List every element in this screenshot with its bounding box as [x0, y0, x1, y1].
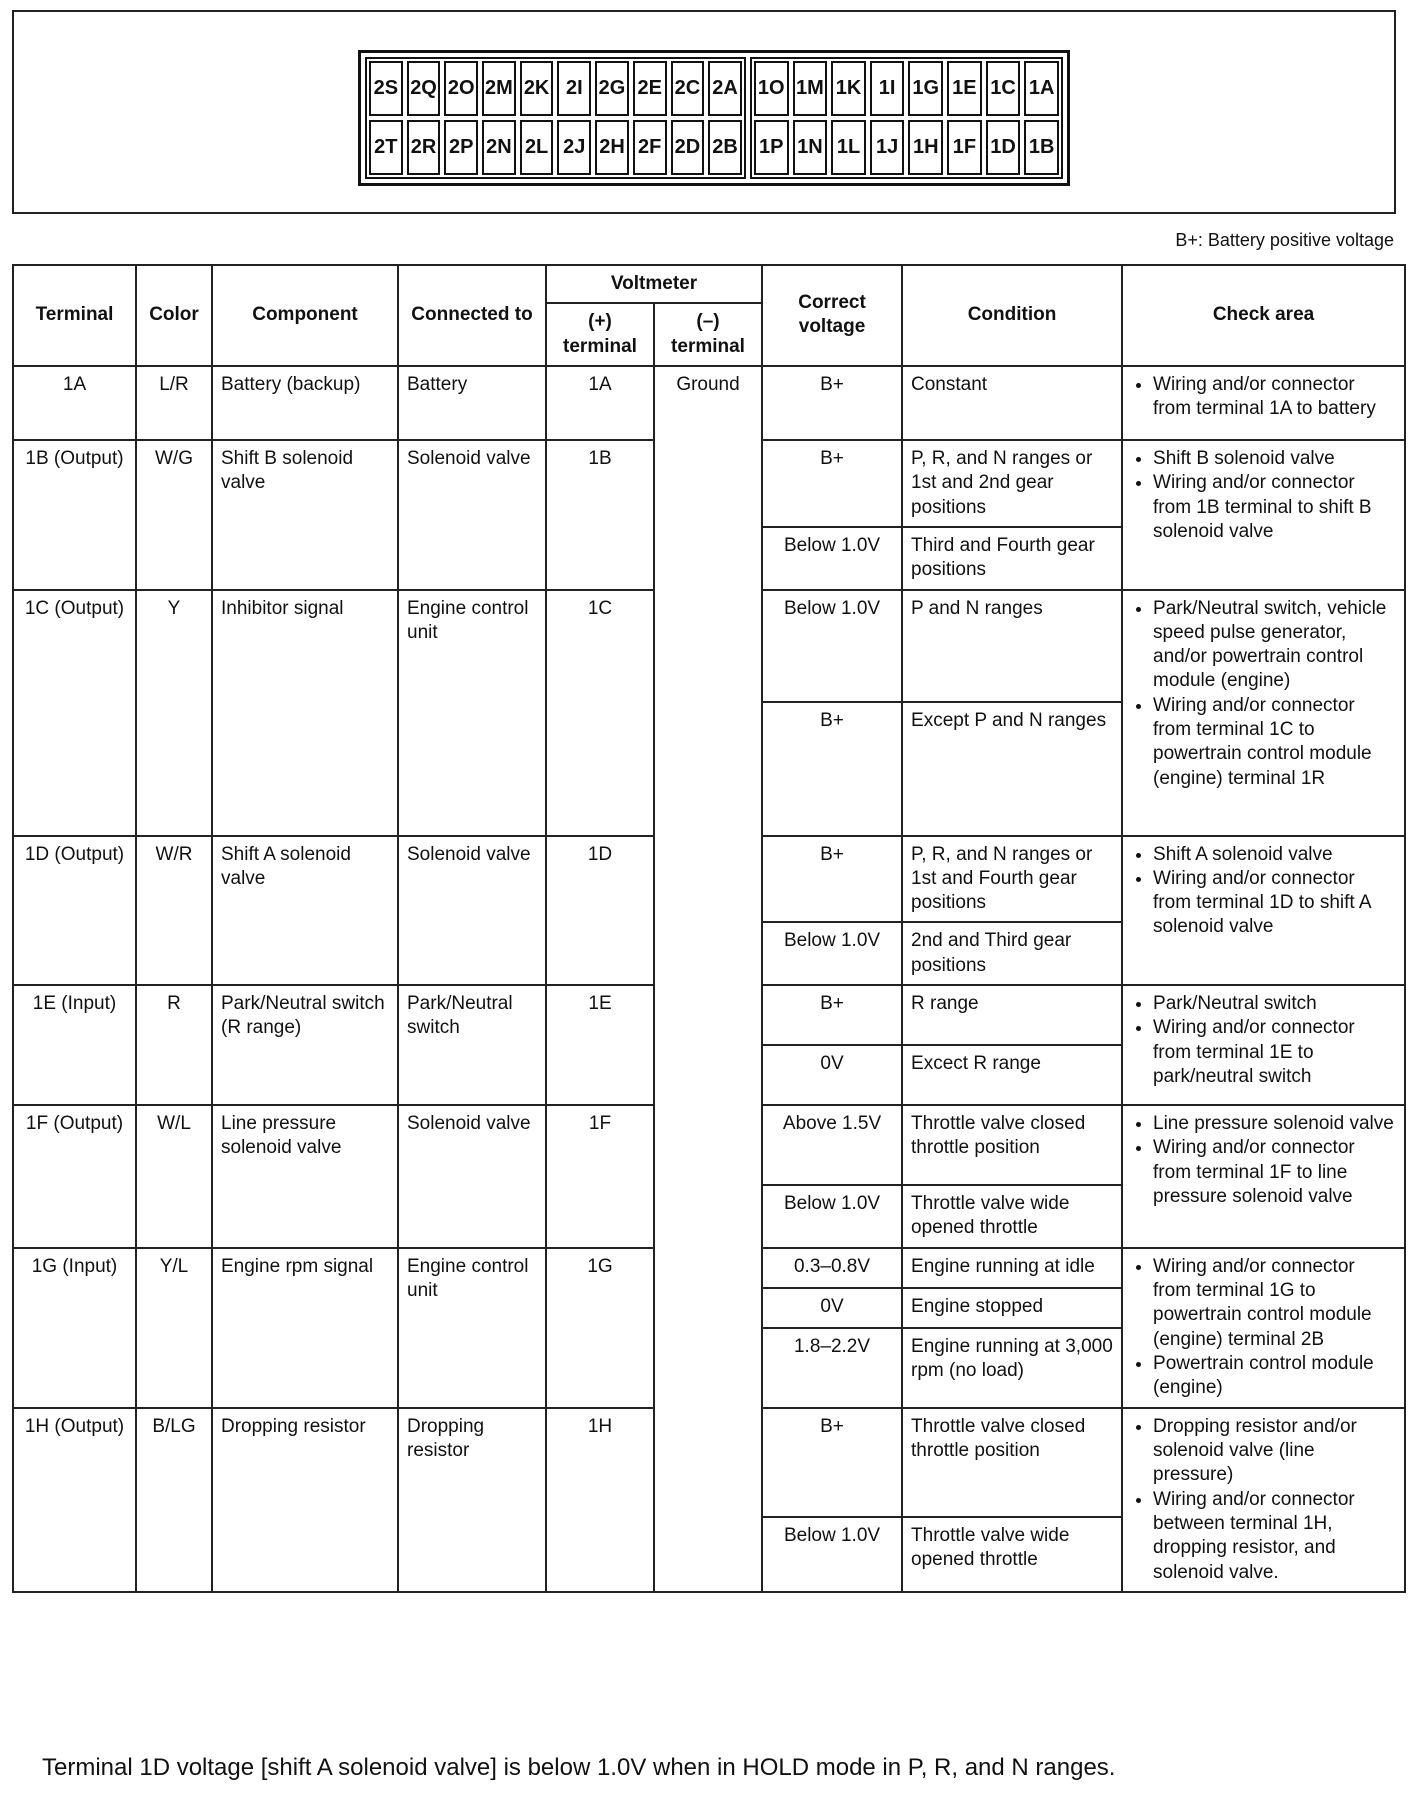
check-area-item: • Wiring and/or connector from terminal 1F to line pressure solenoid valve	[1153, 1136, 1396, 1209]
check-area-list	[1131, 992, 1396, 1089]
terminal-table	[12, 264, 1406, 1593]
connector-pin: 2M	[482, 61, 516, 116]
condition-cell: 2nd and Third gear positions	[902, 922, 1122, 985]
condition-cell: P, R, and N ranges or 1st and 2nd gear positions	[902, 440, 1122, 527]
header-voltmeter: Voltmeter	[546, 265, 762, 303]
connector-pin: 1O	[754, 61, 789, 116]
check-area-cell	[1122, 1105, 1405, 1248]
correct-voltage-cell: Below 1.0V	[762, 1185, 902, 1248]
condition-cell: P, R, and N ranges or 1st and Fourth gear positions	[902, 836, 1122, 923]
terminal-cell: 1D (Output)	[13, 836, 136, 986]
check-area-cell	[1122, 440, 1405, 590]
color-cell: W/G	[136, 440, 212, 590]
component-cell: Engine rpm signal	[212, 1248, 398, 1408]
check-area-item: • Wiring and/or connector from terminal 1D to shift A solenoid valve	[1153, 867, 1396, 940]
connector-pin: 2Q	[407, 61, 441, 116]
check-area-cell	[1122, 590, 1405, 836]
connector-pin: 1G	[908, 61, 943, 116]
plus-terminal-cell: 1A	[546, 366, 654, 440]
condition-cell: Throttle valve closed throttle position	[902, 1408, 1122, 1517]
connector-face	[358, 50, 1070, 186]
condition-cell: Engine stopped	[902, 1288, 1122, 1328]
connector-pin: 2N	[482, 120, 516, 175]
check-area-cell	[1122, 1248, 1405, 1408]
color-cell: L/R	[136, 366, 212, 440]
plus-terminal-cell: 1B	[546, 440, 654, 590]
condition-cell: Engine running at idle	[902, 1248, 1122, 1288]
connector-half-1	[750, 57, 1063, 179]
minus-terminal-ground-cell: Ground	[654, 366, 762, 1592]
check-area-cell	[1122, 836, 1405, 986]
color-cell: Y	[136, 590, 212, 836]
check-area-list	[1131, 1255, 1396, 1401]
check-area-item: • Dropping resistor and/or solenoid valve (line pressure)	[1153, 1415, 1396, 1488]
check-area-list	[1131, 843, 1396, 940]
plus-terminal-cell: 1F	[546, 1105, 654, 1248]
table-row	[13, 366, 1405, 440]
component-cell: Inhibitor signal	[212, 590, 398, 836]
check-area-item: • Wiring and/or connector from terminal 1A to battery	[1153, 373, 1396, 422]
correct-voltage-cell: 0V	[762, 1045, 902, 1105]
plus-terminal-cell: 1E	[546, 985, 654, 1105]
condition-cell: Throttle valve wide opened throttle	[902, 1185, 1122, 1248]
correct-voltage-cell: 1.8–2.2V	[762, 1328, 902, 1408]
check-area-item: • Wiring and/or connector between terminal 1H, dropping resistor, and solenoid valve.	[1153, 1488, 1396, 1585]
connected-to-cell: Solenoid valve	[398, 440, 546, 590]
table-body	[13, 366, 1405, 1592]
connector-pin: 2L	[520, 120, 554, 175]
color-cell: R	[136, 985, 212, 1105]
connected-to-cell: Solenoid valve	[398, 836, 546, 986]
header-connected-to: Connected to	[398, 265, 546, 366]
component-cell: Line pressure solenoid valve	[212, 1105, 398, 1248]
connector-pin: 1C	[986, 61, 1021, 116]
condition-cell: R range	[902, 985, 1122, 1045]
condition-cell: Constant	[902, 366, 1122, 440]
terminal-cell: 1G (Input)	[13, 1248, 136, 1408]
connector-pin: 1D	[986, 120, 1021, 175]
connector-pin: 1A	[1024, 61, 1059, 116]
terminal-cell: 1C (Output)	[13, 590, 136, 836]
connector-pin: 2C	[671, 61, 705, 116]
check-area-list	[1131, 597, 1396, 792]
component-cell: Shift A solenoid valve	[212, 836, 398, 986]
connector-pin: 2S	[369, 61, 403, 116]
check-area-item: • Park/Neutral switch, vehicle speed pulse generator, and/or powertrain control module (engine)	[1153, 597, 1396, 694]
header-component: Component	[212, 265, 398, 366]
connector-pin: 2H	[595, 120, 629, 175]
check-area-list	[1131, 447, 1396, 544]
header-plus-terminal: (+) terminal	[546, 303, 654, 366]
correct-voltage-cell: Below 1.0V	[762, 527, 902, 590]
check-area-item: • Wiring and/or connector from terminal 1E to park/neutral switch	[1153, 1016, 1396, 1089]
connector-pin: 1F	[947, 120, 982, 175]
condition-cell: Third and Fourth gear positions	[902, 527, 1122, 590]
connector-pin: 1N	[793, 120, 828, 175]
check-area-item: • Shift A solenoid valve	[1153, 843, 1396, 867]
check-area-item: • Park/Neutral switch	[1153, 992, 1396, 1016]
connector-diagram	[12, 10, 1396, 214]
connector-pin: 2F	[633, 120, 667, 175]
check-area-item: • Line pressure solenoid valve	[1153, 1112, 1396, 1136]
check-area-item: • Wiring and/or connector from 1B terminal to shift B solenoid valve	[1153, 471, 1396, 544]
correct-voltage-cell: Below 1.0V	[762, 590, 902, 702]
check-area-cell	[1122, 366, 1405, 440]
connector-pin: 1M	[793, 61, 828, 116]
correct-voltage-cell: Above 1.5V	[762, 1105, 902, 1185]
connector-pin: 1H	[908, 120, 943, 175]
correct-voltage-cell: B+	[762, 836, 902, 923]
component-cell: Battery (backup)	[212, 366, 398, 440]
correct-voltage-cell: 0V	[762, 1288, 902, 1328]
check-area-list	[1131, 1112, 1396, 1209]
connected-to-cell: Engine control unit	[398, 590, 546, 836]
component-cell: Shift B solenoid valve	[212, 440, 398, 590]
color-cell: B/LG	[136, 1408, 212, 1592]
connector-pin: 1P	[754, 120, 789, 175]
condition-cell: Excect R range	[902, 1045, 1122, 1105]
correct-voltage-cell: B+	[762, 702, 902, 836]
color-cell: Y/L	[136, 1248, 212, 1408]
connector-pin: 1B	[1024, 120, 1059, 175]
connector-pin: 1I	[870, 61, 905, 116]
color-cell: W/R	[136, 836, 212, 986]
connector-pin: 1L	[831, 120, 866, 175]
check-area-cell	[1122, 985, 1405, 1105]
connected-to-cell: Dropping resistor	[398, 1408, 546, 1592]
connector-pin: 1J	[870, 120, 905, 175]
terminal-cell: 1A	[13, 366, 136, 440]
connected-to-cell: Engine control unit	[398, 1248, 546, 1408]
connected-to-cell: Park/Neutral switch	[398, 985, 546, 1105]
condition-cell: Throttle valve closed throttle position	[902, 1105, 1122, 1185]
connector-pin: 2T	[369, 120, 403, 175]
correct-voltage-cell: 0.3–0.8V	[762, 1248, 902, 1288]
component-cell: Park/Neutral switch (R range)	[212, 985, 398, 1105]
condition-cell: P and N ranges	[902, 590, 1122, 702]
condition-cell: Throttle valve wide opened throttle	[902, 1517, 1122, 1592]
header-color: Color	[136, 265, 212, 366]
color-cell: W/L	[136, 1105, 212, 1248]
connector-pin: 1E	[947, 61, 982, 116]
terminal-cell: 1F (Output)	[13, 1105, 136, 1248]
check-area-list	[1131, 373, 1396, 422]
connector-pin: 2A	[708, 61, 742, 116]
plus-terminal-cell: 1D	[546, 836, 654, 986]
correct-voltage-cell: B+	[762, 985, 902, 1045]
correct-voltage-cell: Below 1.0V	[762, 922, 902, 985]
terminal-cell: 1H (Output)	[13, 1408, 136, 1592]
footnote: Terminal 1D voltage [shift A solenoid valve] is below 1.0V when in HOLD mode in P, R, and N ranges.	[42, 1754, 1116, 1781]
header-terminal: Terminal	[13, 265, 136, 366]
check-area-item: • Wiring and/or connector from terminal 1G to powertrain control module (engine) terminal 2B	[1153, 1255, 1396, 1352]
connector-pin: 2G	[595, 61, 629, 116]
component-cell: Dropping resistor	[212, 1408, 398, 1592]
condition-cell: Except P and N ranges	[902, 702, 1122, 836]
connector-pin: 2K	[520, 61, 554, 116]
check-area-item: • Powertrain control module (engine)	[1153, 1352, 1396, 1401]
correct-voltage-cell: B+	[762, 1408, 902, 1517]
check-area-cell	[1122, 1408, 1405, 1592]
connector-pin: 2B	[708, 120, 742, 175]
check-area-list	[1131, 1415, 1396, 1585]
plus-terminal-cell: 1C	[546, 590, 654, 836]
header-correct-voltage: Correct voltage	[762, 265, 902, 366]
connector-pin: 2R	[407, 120, 441, 175]
terminal-cell: 1B (Output)	[13, 440, 136, 590]
connector-pin: 2O	[444, 61, 478, 116]
connector-pin: 2I	[557, 61, 591, 116]
connector-pin: 2P	[444, 120, 478, 175]
check-area-item: • Shift B solenoid valve	[1153, 447, 1396, 471]
connector-half-2	[365, 57, 746, 179]
terminal-cell: 1E (Input)	[13, 985, 136, 1105]
header-condition: Condition	[902, 265, 1122, 366]
legend: B+: Battery positive voltage	[1175, 230, 1394, 250]
check-area-item: • Wiring and/or connector from terminal 1C to powertrain control module (engine) terminal 1R	[1153, 694, 1396, 791]
header-minus-terminal: (–) terminal	[654, 303, 762, 366]
condition-cell: Engine running at 3,000 rpm (no load)	[902, 1328, 1122, 1408]
connected-to-cell: Solenoid valve	[398, 1105, 546, 1248]
connector-pin: 2J	[557, 120, 591, 175]
correct-voltage-cell: B+	[762, 366, 902, 440]
correct-voltage-cell: Below 1.0V	[762, 1517, 902, 1592]
connector-pin: 2D	[671, 120, 705, 175]
connector-pin: 2E	[633, 61, 667, 116]
plus-terminal-cell: 1G	[546, 1248, 654, 1408]
header-check-area: Check area	[1122, 265, 1405, 366]
plus-terminal-cell: 1H	[546, 1408, 654, 1592]
connected-to-cell: Battery	[398, 366, 546, 440]
connector-pin: 1K	[831, 61, 866, 116]
correct-voltage-cell: B+	[762, 440, 902, 527]
